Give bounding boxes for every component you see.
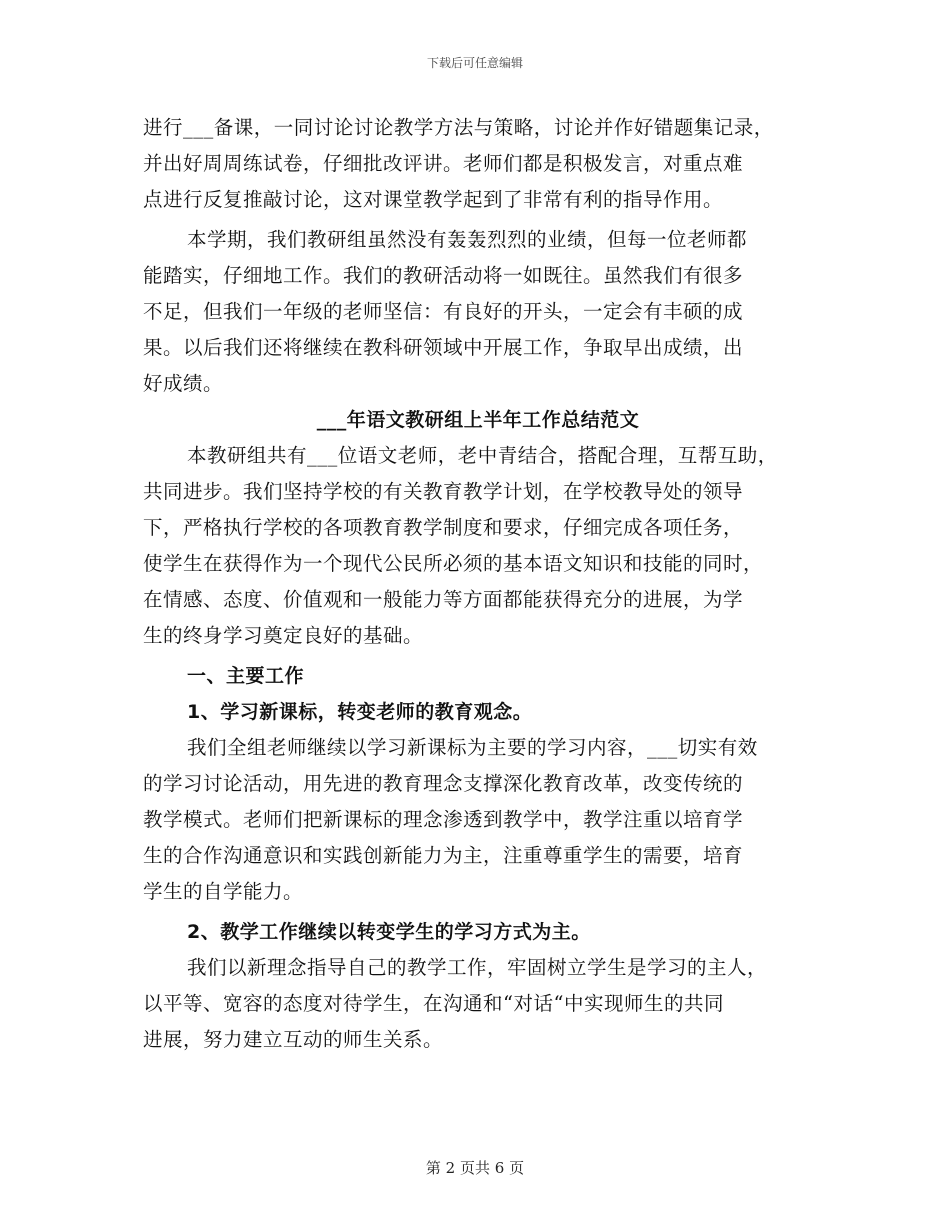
- text-line: 生的终身学习奠定良好的基础。: [143, 624, 424, 647]
- document-title: ___年语文教研组上半年工作总结范文: [316, 409, 640, 431]
- text-line: 生的合作沟通意识和实践创新能力为主，注重尊重学生的需要，培育: [143, 844, 744, 867]
- page-footer: 第 2 页共 6 页: [425, 1159, 525, 1177]
- document-body: [143, 110, 813, 1058]
- text-line: 本教研组共有___位语文老师，老中青结合，搭配合理，互帮互助，: [187, 444, 778, 467]
- text-line: 使学生在获得作为一个现代公民所必须的基本语文知识和技能的同时，: [143, 552, 764, 575]
- section-heading-main-work: 一、主要工作: [187, 665, 305, 687]
- text-line: 我们以新理念指导自己的教学工作，牢固树立学生是学习的主人，: [187, 956, 768, 979]
- text-line: 进行___备课，一同讨论讨论教学方法与策略，讨论并作好错题集记录，: [143, 116, 774, 139]
- text-line: 本学期，我们教研组虽然没有轰轰烈烈的业绩，但每一位老师都: [187, 228, 748, 251]
- text-line: 能踏实，仔细地工作。我们的教研活动将一如既往。虽然我们有很多: [143, 264, 744, 287]
- text-line: 以平等、宽容的态度对待学生，在沟通和“对话“中实现师生的共同: [143, 992, 724, 1015]
- text-line: 在情感、态度、价值观和一般能力等方面都能获得充分的进展，为学: [143, 588, 744, 611]
- text-line: 点进行反复推敲讨论，这对课堂教学起到了非常有利的指导作用。: [143, 188, 724, 211]
- text-line: 不足，但我们一年级的老师坚信：有良好的开头，一定会有丰硕的成: [143, 300, 744, 323]
- text-line: 进展，努力建立互动的师生关系。: [143, 1028, 444, 1051]
- text-line: 下，严格执行学校的各项教育教学制度和要求，仔细完成各项任务，: [143, 516, 744, 539]
- item-heading-1: 1、学习新课标，转变老师的教育观念。: [187, 701, 533, 723]
- page-header: 下载后可任意编辑: [426, 56, 523, 70]
- item-heading-2: 2、教学工作继续以转变学生的学习方式为主。: [187, 921, 591, 943]
- text-line: 教学模式。老师们把新课标的理念渗透到教学中，教学注重以培育学: [143, 808, 744, 831]
- text-line: 的学习讨论活动，用先进的教育理念支撑深化教育改革，改变传统的: [143, 772, 744, 795]
- text-line: 学生的自学能力。: [143, 880, 304, 903]
- text-line: 好成绩。: [143, 372, 224, 395]
- text-line: 我们全组老师继续以学习新课标为主要的学习内容，___切实有效: [187, 736, 758, 759]
- text-line: 果。以后我们还将继续在教科研领域中开展工作，争取早出成绩，出: [143, 336, 744, 359]
- text-line: 并出好周周练试卷，仔细批改评讲。老师们都是积极发言，对重点难: [143, 152, 744, 175]
- text-line: 共同进步。我们坚持学校的有关教育教学计划，在学校教导处的领导: [143, 480, 744, 503]
